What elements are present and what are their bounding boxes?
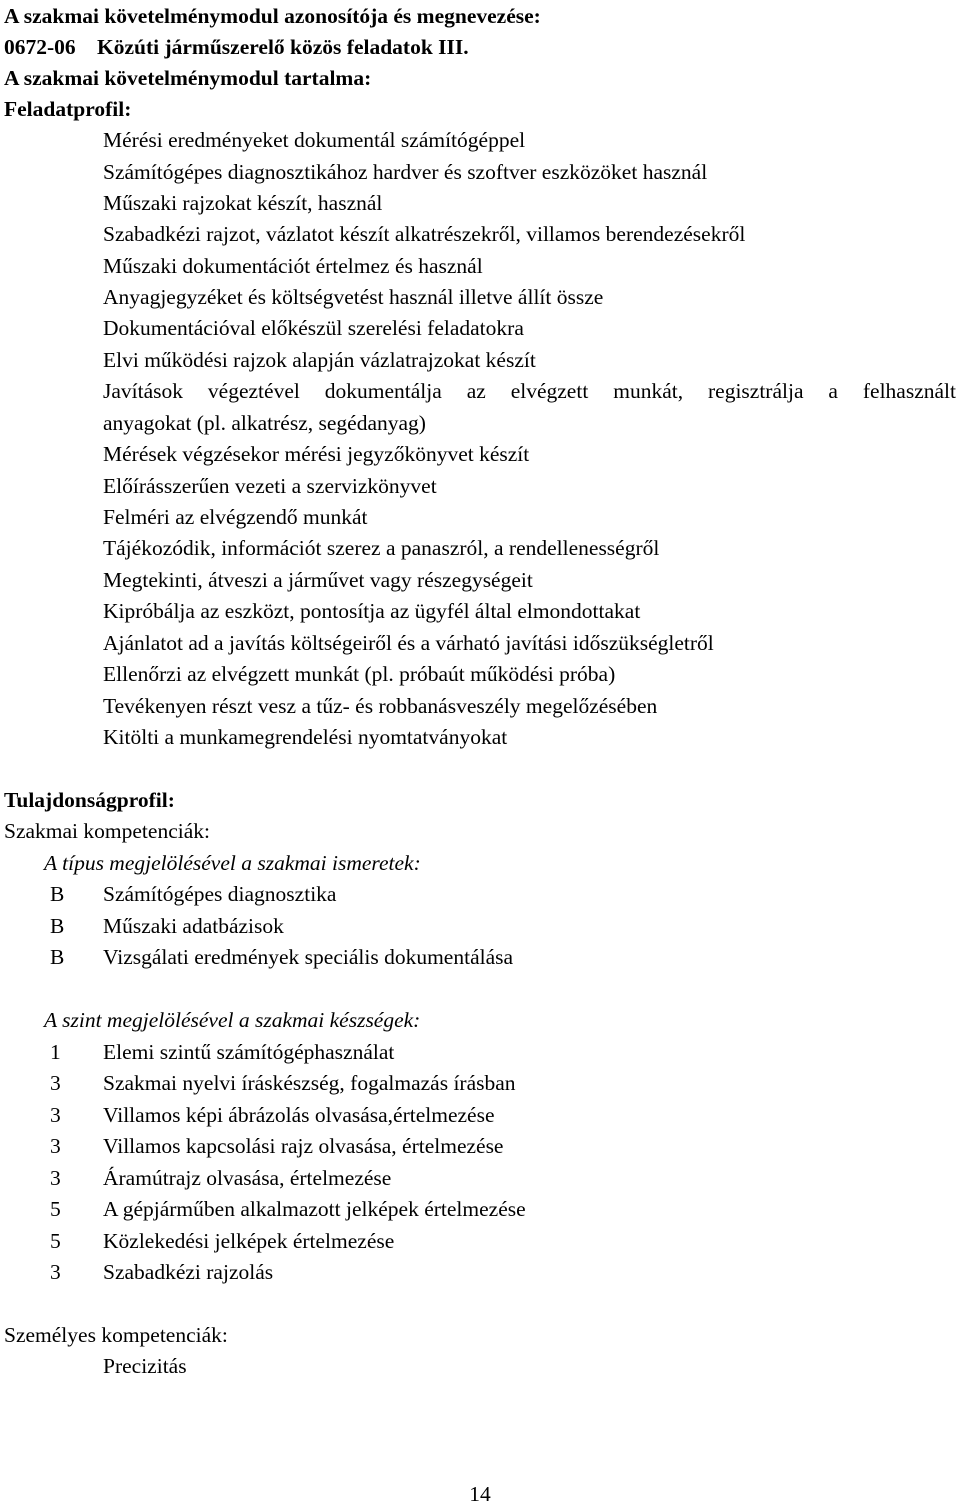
- task-item: Tevékenyen részt vesz a tűz- és robbanásveszély megelőzésében: [103, 694, 658, 718]
- skill-level-code: 3: [50, 1071, 61, 1095]
- task-item: Műszaki rajzokat készít, használ: [103, 191, 383, 215]
- module-title-label: A szakmai követelménymodul azonosítója és megnevezése:: [4, 4, 541, 28]
- skill-item: Közlekedési jelképek értelmezése: [103, 1229, 395, 1253]
- task-item: Műszaki dokumentációt értelmez és használ: [103, 254, 483, 278]
- task-item: Mérési eredményeket dokumentál számítógéppel: [103, 128, 526, 152]
- task-item: Megtekinti, átveszi a járművet vagy részegységeit: [103, 568, 533, 592]
- skill-level-code: 1: [50, 1040, 61, 1064]
- knowledge-type-code: B: [50, 914, 65, 938]
- task-item: Tájékozódik, információt szerez a panaszról, a rendellenességről: [103, 536, 660, 560]
- knowledge-type-code: B: [50, 882, 65, 906]
- skill-item: Villamos kapcsolási rajz olvasása, értelmezése: [103, 1134, 504, 1158]
- task-item: Kipróbálja az eszközt, pontosítja az ügyfél által elmondottakat: [103, 599, 641, 623]
- skill-item: Áramútrajz olvasása, értelmezése: [103, 1166, 392, 1190]
- task-profile-heading: Feladatprofil:: [4, 97, 132, 121]
- knowledge-heading: A típus megjelölésével a szakmai ismeretek:: [44, 851, 421, 875]
- task-item: Előírásszerűen vezeti a szervizkönyvet: [103, 474, 437, 498]
- skill-item: A gépjárműben alkalmazott jelképek értelmezése: [103, 1197, 526, 1221]
- task-item: Kitölti a munkamegrendelési nyomtatványokat: [103, 725, 508, 749]
- property-profile-heading: Tulajdonságprofil:: [4, 788, 175, 812]
- task-item: Mérések végzésekor mérési jegyzőkönyvet készít: [103, 442, 530, 466]
- skills-heading: A szint megjelölésével a szakmai készségek:: [44, 1008, 421, 1032]
- knowledge-item: Számítógépes diagnosztika: [103, 882, 337, 906]
- skill-level-code: 5: [50, 1197, 61, 1221]
- module-code: 0672-06: [4, 35, 76, 59]
- task-item: Elvi működési rajzok alapján vázlatrajzokat készít: [103, 348, 536, 372]
- knowledge-item: Műszaki adatbázisok: [103, 914, 284, 938]
- content-heading: A szakmai követelménymodul tartalma:: [4, 66, 372, 90]
- page-number: 14: [469, 1482, 491, 1506]
- task-item: Anyagjegyzéket és költségvetést használ illetve állít össze: [103, 285, 604, 309]
- skill-level-code: 5: [50, 1229, 61, 1253]
- task-item-continuation: anyagokat (pl. alkatrész, segédanyag): [103, 411, 426, 435]
- task-item: Ajánlatot ad a javítás költségeiről és a várható javítási időszükségletről: [103, 631, 714, 655]
- skill-level-code: 3: [50, 1134, 61, 1158]
- skill-item: Villamos képi ábrázolás olvasása,értelmezése: [103, 1103, 495, 1127]
- task-item: Számítógépes diagnosztikához hardver és szoftver eszközöket használ: [103, 160, 708, 184]
- knowledge-item: Vizsgálati eredmények speciális dokumentálása: [103, 945, 514, 969]
- task-item: Szabadkézi rajzot, vázlatot készít alkatrészekről, villamos berendezésekről: [103, 222, 746, 246]
- skill-item: Elemi szintű számítógéphasználat: [103, 1040, 395, 1064]
- knowledge-type-code: B: [50, 945, 65, 969]
- professional-competencies-heading: Szakmai kompetenciák:: [4, 819, 210, 843]
- skill-item: Szabadkézi rajzolás: [103, 1260, 274, 1284]
- task-item: Javítások végeztével dokumentálja az elvégzett munkát, regisztrálja a felhasznált: [103, 379, 956, 403]
- personal-competency-item: Precizitás: [103, 1354, 187, 1378]
- skill-level-code: 3: [50, 1103, 61, 1127]
- skill-level-code: 3: [50, 1166, 61, 1190]
- module-name: Közúti járműszerelő közös feladatok III.: [97, 35, 469, 59]
- skill-level-code: 3: [50, 1260, 61, 1284]
- task-item: Felméri az elvégzendő munkát: [103, 505, 368, 529]
- task-item: Ellenőrzi az elvégzett munkát (pl. próbaút működési próba): [103, 662, 616, 686]
- skill-item: Szakmai nyelvi íráskészség, fogalmazás írásban: [103, 1071, 516, 1095]
- personal-competencies-heading: Személyes kompetenciák:: [4, 1323, 228, 1347]
- task-item: Dokumentációval előkészül szerelési feladatokra: [103, 316, 524, 340]
